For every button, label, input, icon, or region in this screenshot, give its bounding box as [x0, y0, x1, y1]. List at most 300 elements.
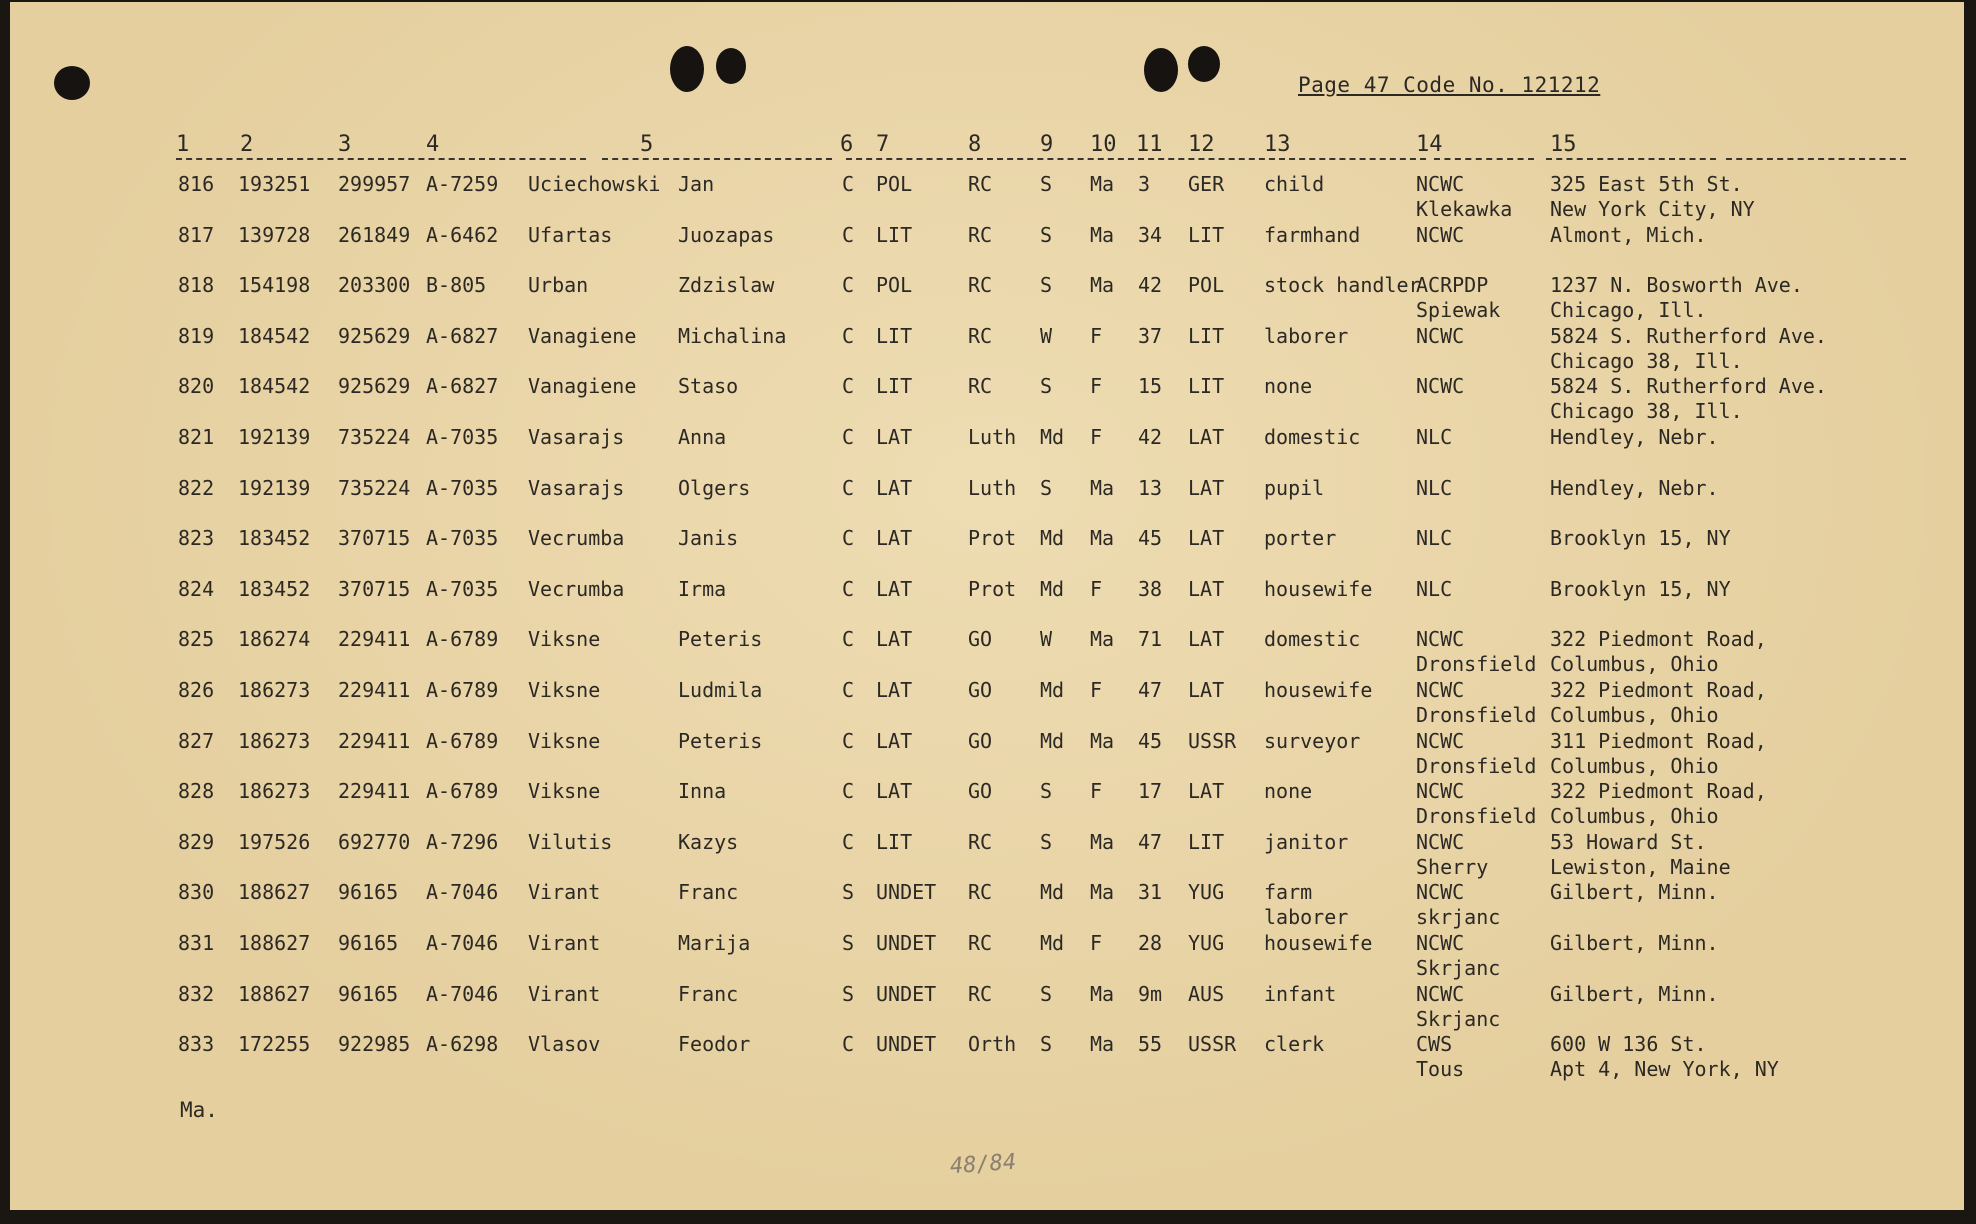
- cell-case-no: 183452: [238, 576, 311, 601]
- cell-marital: Md: [1040, 678, 1065, 702]
- cell-entry-no: 824: [178, 576, 215, 601]
- cell-age: 34: [1138, 222, 1163, 247]
- cell-country: GER: [1188, 172, 1225, 196]
- column-number: 10: [1090, 132, 1117, 157]
- cell-file-no: 925629: [338, 323, 411, 348]
- cell-file-no: 370715: [338, 526, 411, 551]
- punch-hole: [716, 48, 746, 84]
- cell-occupation: surveyor: [1264, 728, 1361, 753]
- cell-entry-no: 828: [178, 779, 215, 804]
- cell-sex: Ma: [1090, 728, 1115, 753]
- cell-surname: Ufartas: [528, 222, 613, 247]
- cell-surname: Uciechowski: [528, 172, 661, 196]
- archive-stamp: 48/84: [949, 1149, 1018, 1180]
- cell-destination: Hendley, Nebr.: [1550, 475, 1719, 500]
- cell-occupation: clerk: [1264, 1032, 1325, 1057]
- cell-nationality: LAT: [876, 526, 913, 551]
- cell-country: USSR: [1188, 728, 1237, 753]
- cell-nationality: UNDET: [876, 981, 937, 1006]
- cell-occupation: domestic: [1264, 425, 1361, 449]
- punch-hole: [670, 46, 704, 92]
- cell-col6: C: [842, 1032, 855, 1057]
- cell-religion: RC: [968, 374, 993, 399]
- cell-agency: NLC: [1416, 425, 1453, 449]
- cell-destination: 322 Piedmont Road, Columbus, Ohio: [1550, 627, 1767, 677]
- cell-destination: 325 East 5th St. New York City, NY: [1550, 172, 1755, 221]
- cell-case-no: 197526: [238, 829, 311, 854]
- cell-occupation: child: [1264, 172, 1325, 196]
- cell-country: LIT: [1188, 374, 1225, 399]
- cell-case-no: 188627: [238, 981, 311, 1006]
- cell-occupation: janitor: [1264, 829, 1349, 854]
- cell-marital: Md: [1040, 526, 1065, 551]
- cell-given-name: Michalina: [678, 323, 787, 348]
- cell-case-no: 193251: [238, 172, 311, 196]
- cell-file-no: 370715: [338, 576, 411, 601]
- cell-destination: 600 W 136 St. Apt 4, New York, NY: [1550, 1032, 1779, 1082]
- cell-occupation: domestic: [1264, 627, 1361, 652]
- cell-case-no: 186273: [238, 728, 311, 753]
- cell-religion: RC: [968, 880, 993, 905]
- cell-country: YUG: [1188, 880, 1225, 905]
- cell-file-no: 922985: [338, 1032, 411, 1057]
- cell-country: POL: [1188, 273, 1225, 298]
- cell-marital: W: [1040, 627, 1053, 652]
- cell-ref-no: A-6827: [426, 374, 499, 399]
- table-row: [10, 172, 1964, 222]
- cell-sex: Ma: [1090, 273, 1115, 298]
- cell-agency: NCWC Dronsfield: [1416, 627, 1537, 677]
- cell-surname: Vasarajs: [528, 475, 625, 500]
- cell-col6: C: [842, 627, 855, 652]
- cell-religion: RC: [968, 172, 993, 196]
- cell-country: LAT: [1188, 779, 1225, 804]
- cell-file-no: 229411: [338, 678, 411, 702]
- cell-entry-no: 832: [178, 981, 215, 1006]
- cell-destination: Gilbert, Minn.: [1550, 880, 1719, 905]
- cell-destination: 322 Piedmont Road, Columbus, Ohio: [1550, 678, 1767, 727]
- cell-age: 15: [1138, 374, 1163, 399]
- table-row: [10, 627, 1964, 677]
- cell-destination: 311 Piedmont Road, Columbus, Ohio: [1550, 728, 1767, 778]
- cell-sex: Ma: [1090, 880, 1115, 905]
- cell-destination: Gilbert, Minn.: [1550, 931, 1719, 955]
- cell-nationality: POL: [876, 273, 913, 298]
- cell-age: 28: [1138, 931, 1163, 955]
- cell-agency: NCWC Dronsfield: [1416, 678, 1537, 727]
- cell-nationality: UNDET: [876, 931, 937, 955]
- cell-surname: Viksne: [528, 627, 601, 652]
- cell-surname: Vasarajs: [528, 425, 625, 449]
- cell-occupation: stock handler: [1264, 273, 1421, 298]
- cell-sex: F: [1090, 425, 1103, 449]
- cell-given-name: Feodor: [678, 1032, 751, 1057]
- table-row: [10, 577, 1964, 627]
- cell-occupation: laborer: [1264, 323, 1349, 348]
- cell-agency: NCWC Klekawka: [1416, 172, 1513, 221]
- cell-agency: NCWC: [1416, 374, 1465, 399]
- table-row: [10, 1032, 1964, 1082]
- cell-surname: Vanagiene: [528, 374, 637, 399]
- cell-occupation: porter: [1264, 526, 1337, 551]
- cell-ref-no: B-805: [426, 273, 487, 298]
- cell-age: 9m: [1138, 981, 1163, 1006]
- cell-ref-no: A-7035: [426, 576, 499, 601]
- page-code-header: Page 47 Code No. 121212: [1298, 73, 1601, 97]
- cell-occupation: farmhand: [1264, 222, 1361, 247]
- cell-ref-no: A-7296: [426, 829, 499, 854]
- cell-agency: NCWC Skrjanc: [1416, 931, 1501, 980]
- cell-col6: C: [842, 425, 855, 449]
- cell-age: 42: [1138, 273, 1163, 298]
- cell-age: 45: [1138, 728, 1163, 753]
- cell-country: YUG: [1188, 931, 1225, 955]
- cell-country: USSR: [1188, 1032, 1237, 1057]
- cell-country: LAT: [1188, 526, 1225, 551]
- cell-nationality: LAT: [876, 779, 913, 804]
- cell-entry-no: 819: [178, 323, 215, 348]
- cell-religion: RC: [968, 981, 993, 1006]
- cell-agency: NCWC: [1416, 323, 1465, 348]
- cell-entry-no: 833: [178, 1032, 215, 1057]
- cell-col6: C: [842, 172, 855, 196]
- cell-given-name: Irma: [678, 576, 727, 601]
- cell-sex: F: [1090, 323, 1103, 348]
- cell-entry-no: 818: [178, 273, 215, 298]
- cell-given-name: Inna: [678, 779, 727, 804]
- header-rule: [602, 158, 832, 160]
- cell-agency: NCWC: [1416, 222, 1465, 247]
- cell-sex: Ma: [1090, 981, 1115, 1006]
- cell-case-no: 172255: [238, 1032, 311, 1057]
- cell-country: LAT: [1188, 475, 1225, 500]
- cell-sex: Ma: [1090, 475, 1115, 500]
- column-number: 4: [426, 132, 440, 157]
- cell-surname: Virant: [528, 880, 601, 905]
- cell-agency: NCWC skrjanc: [1416, 880, 1501, 930]
- cell-destination: 5824 S. Rutherford Ave. Chicago 38, Ill.: [1550, 323, 1827, 373]
- cell-surname: Virant: [528, 981, 601, 1006]
- cell-marital: S: [1040, 475, 1053, 500]
- column-number: 8: [968, 132, 982, 157]
- cell-occupation: infant: [1264, 981, 1337, 1006]
- cell-destination: 5824 S. Rutherford Ave. Chicago 38, Ill.: [1550, 374, 1827, 424]
- cell-destination: 53 Howard St. Lewiston, Maine: [1550, 829, 1731, 879]
- cell-ref-no: A-6789: [426, 627, 499, 652]
- cell-destination: Gilbert, Minn.: [1550, 981, 1719, 1006]
- cell-religion: RC: [968, 323, 993, 348]
- cell-given-name: Zdzislaw: [678, 273, 775, 298]
- table-row: [10, 526, 1964, 576]
- cell-entry-no: 820: [178, 374, 215, 399]
- cell-file-no: 692770: [338, 829, 411, 854]
- cell-col6: C: [842, 526, 855, 551]
- cell-age: 38: [1138, 576, 1163, 601]
- cell-sex: Ma: [1090, 627, 1115, 652]
- cell-col6: S: [842, 981, 855, 1006]
- table-row: [10, 324, 1964, 374]
- cell-occupation: housewife: [1264, 931, 1373, 955]
- cell-marital: S: [1040, 273, 1053, 298]
- column-number: 15: [1550, 132, 1577, 157]
- cell-destination: 322 Piedmont Road, Columbus, Ohio: [1550, 779, 1767, 829]
- column-number: 7: [876, 132, 890, 157]
- cell-religion: Prot: [968, 526, 1017, 551]
- cell-country: LAT: [1188, 678, 1225, 702]
- table-row: [10, 273, 1964, 323]
- cell-nationality: LAT: [876, 678, 913, 702]
- cell-occupation: farm laborer: [1264, 880, 1349, 930]
- cell-marital: Md: [1040, 931, 1065, 955]
- cell-given-name: Peteris: [678, 627, 763, 652]
- cell-religion: GO: [968, 728, 993, 753]
- cell-religion: GO: [968, 678, 993, 702]
- cell-ref-no: A-7046: [426, 931, 499, 955]
- cell-sex: Ma: [1090, 172, 1115, 196]
- cell-surname: Virant: [528, 931, 601, 955]
- cell-nationality: LAT: [876, 475, 913, 500]
- cell-ref-no: A-6462: [426, 222, 499, 247]
- cell-agency: NLC: [1416, 576, 1453, 601]
- punch-hole: [54, 66, 90, 100]
- cell-marital: W: [1040, 323, 1053, 348]
- cell-agency: NCWC Skrjanc: [1416, 981, 1501, 1031]
- cell-case-no: 188627: [238, 931, 311, 955]
- cell-col6: C: [842, 779, 855, 804]
- cell-age: 71: [1138, 627, 1163, 652]
- cell-col6: C: [842, 829, 855, 854]
- column-number: 5: [640, 132, 654, 157]
- cell-case-no: 139728: [238, 222, 311, 247]
- cell-agency: NCWC Sherry: [1416, 829, 1489, 879]
- cell-agency: CWS Tous: [1416, 1032, 1465, 1082]
- cell-country: LIT: [1188, 323, 1225, 348]
- cell-nationality: LAT: [876, 576, 913, 601]
- cell-agency: NCWC Dronsfield: [1416, 728, 1537, 778]
- cell-case-no: 192139: [238, 425, 311, 449]
- cell-religion: GO: [968, 627, 993, 652]
- cell-country: LIT: [1188, 829, 1225, 854]
- cell-sex: F: [1090, 576, 1103, 601]
- cell-ref-no: A-7035: [426, 425, 499, 449]
- cell-religion: Prot: [968, 576, 1017, 601]
- cell-country: AUS: [1188, 981, 1225, 1006]
- cell-marital: S: [1040, 374, 1053, 399]
- cell-entry-no: 830: [178, 880, 215, 905]
- cell-occupation: housewife: [1264, 576, 1373, 601]
- cell-entry-no: 816: [178, 172, 215, 196]
- table-row: [10, 425, 1964, 475]
- cell-sex: F: [1090, 678, 1103, 702]
- cell-col6: C: [842, 475, 855, 500]
- cell-age: 45: [1138, 526, 1163, 551]
- cell-ref-no: A-7035: [426, 475, 499, 500]
- cell-age: 13: [1138, 475, 1163, 500]
- table-row: [10, 374, 1964, 424]
- cell-age: 47: [1138, 829, 1163, 854]
- table-row: [10, 931, 1964, 981]
- cell-country: LAT: [1188, 425, 1225, 449]
- cell-ref-no: A-7259: [426, 172, 499, 196]
- cell-religion: RC: [968, 829, 993, 854]
- cell-entry-no: 831: [178, 931, 215, 955]
- cell-occupation: housewife: [1264, 678, 1373, 702]
- header-rule: [1546, 158, 1716, 160]
- column-number: 11: [1136, 132, 1163, 157]
- cell-entry-no: 817: [178, 222, 215, 247]
- cell-marital: S: [1040, 779, 1053, 804]
- cell-nationality: LAT: [876, 728, 913, 753]
- cell-col6: S: [842, 880, 855, 905]
- cell-age: 31: [1138, 880, 1163, 905]
- punch-hole: [1144, 48, 1178, 92]
- cell-destination: 1237 N. Bosworth Ave. Chicago, Ill.: [1550, 273, 1803, 323]
- header-rule: [1434, 158, 1534, 160]
- cell-file-no: 299957: [338, 172, 411, 196]
- cell-ref-no: A-7035: [426, 526, 499, 551]
- cell-given-name: Marija: [678, 931, 751, 955]
- cell-marital: Md: [1040, 728, 1065, 753]
- footnote: Ma.: [180, 1098, 218, 1122]
- cell-nationality: UNDET: [876, 880, 937, 905]
- cell-file-no: 735224: [338, 475, 411, 500]
- header-rule: [846, 158, 1426, 160]
- cell-surname: Viksne: [528, 678, 601, 702]
- cell-surname: Vecrumba: [528, 576, 625, 601]
- cell-surname: Viksne: [528, 728, 601, 753]
- header-rule: [176, 158, 586, 160]
- cell-entry-no: 825: [178, 627, 215, 652]
- cell-case-no: 186274: [238, 627, 311, 652]
- table-row: [10, 476, 1964, 526]
- cell-given-name: Staso: [678, 374, 739, 399]
- column-number: 3: [338, 132, 352, 157]
- cell-given-name: Franc: [678, 880, 739, 905]
- cell-file-no: 96165: [338, 880, 399, 905]
- table-row: [10, 830, 1964, 880]
- cell-col6: C: [842, 728, 855, 753]
- table-row: [10, 223, 1964, 273]
- cell-file-no: 96165: [338, 981, 399, 1006]
- column-number: 12: [1188, 132, 1215, 157]
- cell-marital: Md: [1040, 880, 1065, 905]
- cell-given-name: Olgers: [678, 475, 751, 500]
- cell-file-no: 229411: [338, 779, 411, 804]
- cell-destination: Hendley, Nebr.: [1550, 425, 1719, 449]
- cell-marital: Md: [1040, 425, 1065, 449]
- column-number: 9: [1040, 132, 1054, 157]
- cell-surname: Vecrumba: [528, 526, 625, 551]
- cell-destination: Brooklyn 15, NY: [1550, 576, 1731, 601]
- cell-agency: NCWC Dronsfield: [1416, 779, 1537, 829]
- cell-surname: Vlasov: [528, 1032, 601, 1057]
- column-number: 1: [176, 132, 190, 157]
- table-row: [10, 779, 1964, 829]
- table-row: [10, 982, 1964, 1032]
- cell-religion: RC: [968, 931, 993, 955]
- cell-religion: GO: [968, 779, 993, 804]
- cell-file-no: 203300: [338, 273, 411, 298]
- cell-ref-no: A-6789: [426, 779, 499, 804]
- cell-marital: S: [1040, 222, 1053, 247]
- cell-col6: C: [842, 323, 855, 348]
- column-number: 14: [1416, 132, 1443, 157]
- cell-col6: C: [842, 222, 855, 247]
- cell-marital: S: [1040, 1032, 1053, 1057]
- cell-country: LIT: [1188, 222, 1225, 247]
- cell-occupation: none: [1264, 374, 1313, 399]
- cell-file-no: 261849: [338, 222, 411, 247]
- cell-age: 47: [1138, 678, 1163, 702]
- cell-given-name: Ludmila: [678, 678, 763, 702]
- document-sheet: [10, 2, 1964, 1210]
- cell-col6: C: [842, 576, 855, 601]
- cell-surname: Urban: [528, 273, 589, 298]
- cell-file-no: 229411: [338, 728, 411, 753]
- cell-entry-no: 829: [178, 829, 215, 854]
- cell-given-name: Franc: [678, 981, 739, 1006]
- cell-age: 42: [1138, 425, 1163, 449]
- cell-sex: F: [1090, 779, 1103, 804]
- cell-given-name: Kazys: [678, 829, 739, 854]
- cell-ref-no: A-6298: [426, 1032, 499, 1057]
- cell-occupation: pupil: [1264, 475, 1325, 500]
- cell-sex: F: [1090, 374, 1103, 399]
- column-number: 13: [1264, 132, 1291, 157]
- cell-file-no: 735224: [338, 425, 411, 449]
- cell-religion: RC: [968, 222, 993, 247]
- cell-agency: ACRPDP Spiewak: [1416, 273, 1501, 323]
- cell-entry-no: 821: [178, 425, 215, 449]
- cell-ref-no: A-7046: [426, 981, 499, 1006]
- cell-nationality: LIT: [876, 222, 913, 247]
- cell-col6: S: [842, 931, 855, 955]
- cell-surname: Vanagiene: [528, 323, 637, 348]
- cell-marital: S: [1040, 172, 1053, 196]
- cell-col6: C: [842, 374, 855, 399]
- cell-surname: Vilutis: [528, 829, 613, 854]
- column-header-row: [10, 126, 1964, 162]
- cell-nationality: UNDET: [876, 1032, 937, 1057]
- table-row: [10, 880, 1964, 930]
- cell-given-name: Anna: [678, 425, 727, 449]
- cell-country: LAT: [1188, 576, 1225, 601]
- cell-nationality: LAT: [876, 627, 913, 652]
- cell-religion: Luth: [968, 425, 1017, 449]
- cell-case-no: 184542: [238, 323, 311, 348]
- cell-occupation: none: [1264, 779, 1313, 804]
- cell-sex: F: [1090, 931, 1103, 955]
- cell-file-no: 229411: [338, 627, 411, 652]
- cell-col6: C: [842, 273, 855, 298]
- cell-entry-no: 826: [178, 678, 215, 702]
- cell-sex: Ma: [1090, 526, 1115, 551]
- header-rule: [1726, 158, 1906, 160]
- cell-entry-no: 822: [178, 475, 215, 500]
- cell-agency: NLC: [1416, 475, 1453, 500]
- cell-case-no: 184542: [238, 374, 311, 399]
- cell-file-no: 96165: [338, 931, 399, 955]
- cell-case-no: 154198: [238, 273, 311, 298]
- cell-religion: RC: [968, 273, 993, 298]
- cell-case-no: 186273: [238, 779, 311, 804]
- cell-given-name: Peteris: [678, 728, 763, 753]
- cell-file-no: 925629: [338, 374, 411, 399]
- cell-entry-no: 827: [178, 728, 215, 753]
- cell-agency: NLC: [1416, 526, 1453, 551]
- cell-nationality: LAT: [876, 425, 913, 449]
- cell-ref-no: A-6827: [426, 323, 499, 348]
